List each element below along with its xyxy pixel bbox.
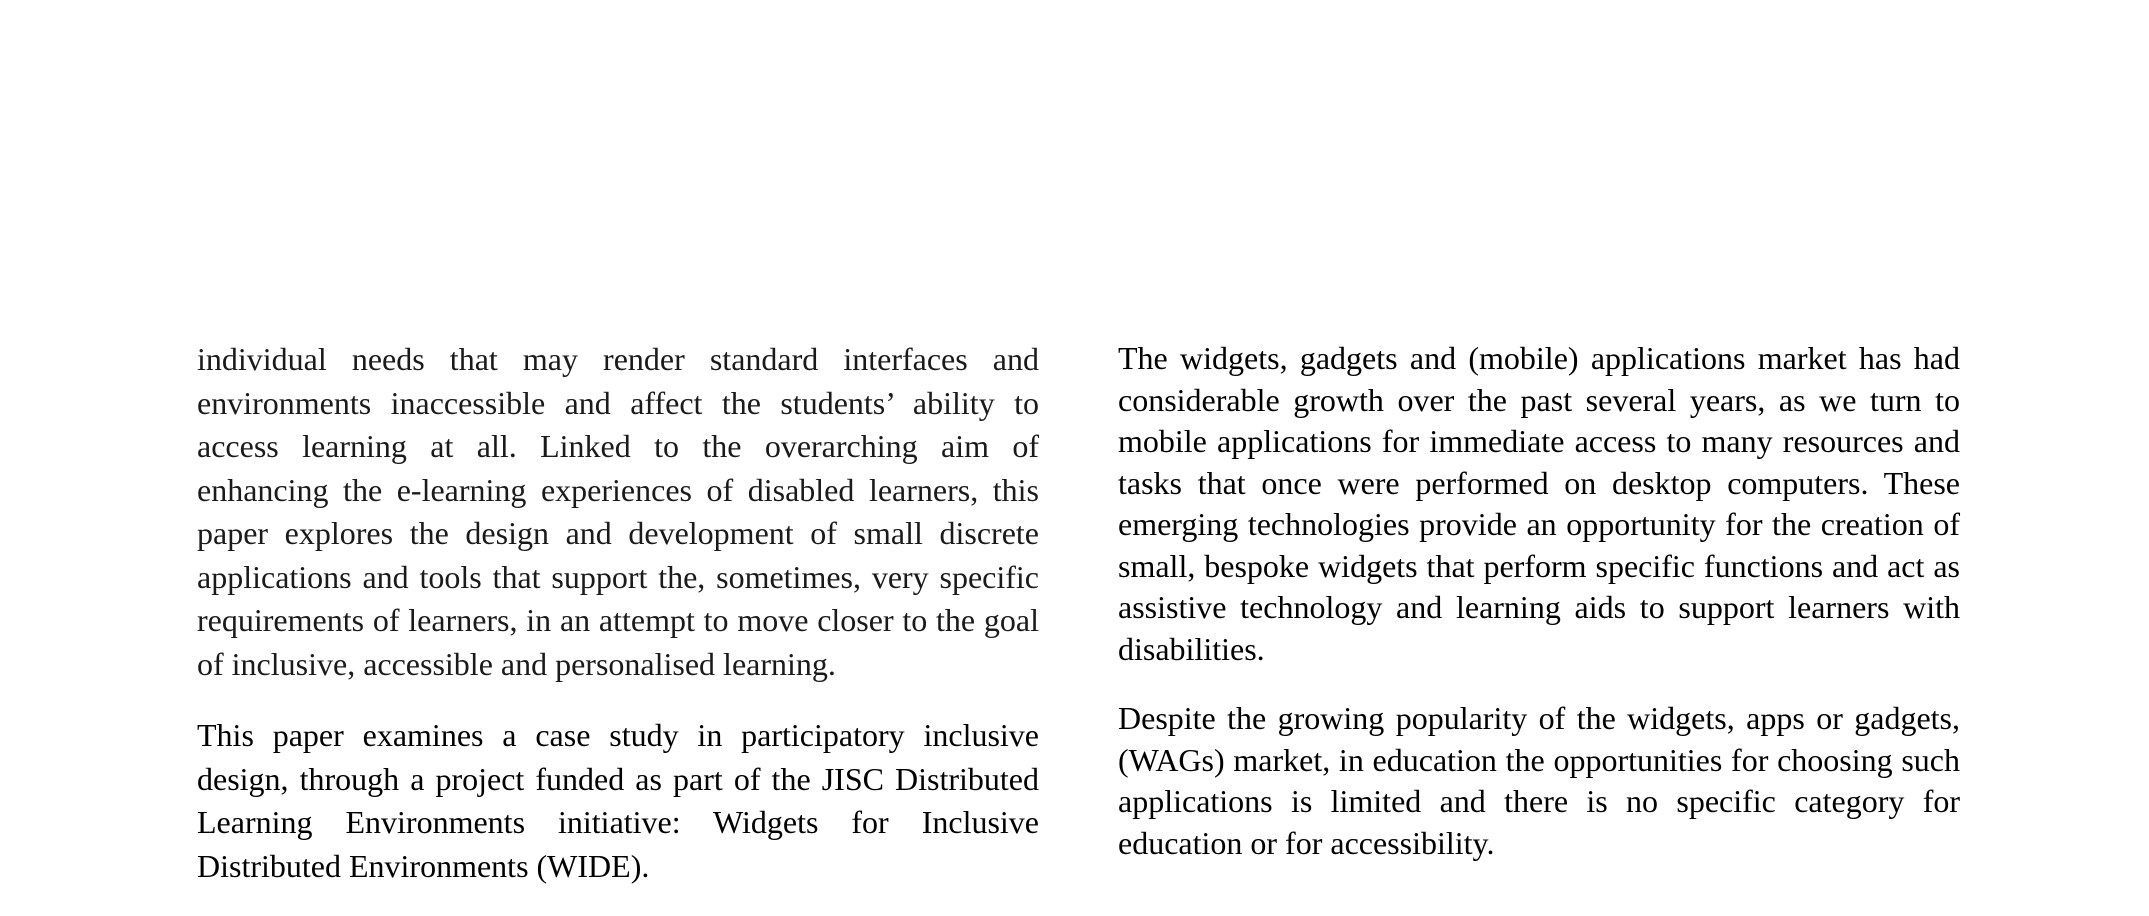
right-column [1118, 338, 1960, 892]
right-paragraph-1: The widgets, gadgets and (mobile) applications market has had considerable growth over the past several years, as we turn to mobile applications for immediate access to many resources and tasks that once were performed on desktop computers. These emerging technologies provide an opportunity for the creation of small, bespoke widgets that perform specific functions and act as assistive technology and learning aids to support learners with disabilities. [1118, 340, 1960, 667]
left-paragraph-1: individual needs that may render standard interfaces and environments inaccessible and affect the students’ ability to access learning at all. Linked to the overarching aim of enhancing the e-learning experiences of disabled learners, this paper explores the design and development of small discrete applications and tools that support the, sometimes, very specific requirements of learners, in an attempt to move closer to the goal of inclusive, accessible and personalised learning. [197, 341, 1039, 682]
right-paragraph-2: Despite the growing popularity of the widgets, apps or gadgets, (WAGs) market, in education the opportunities for choosing such applications is limited and there is no specific category for education or for accessibility. [1118, 700, 1960, 861]
left-paragraph-2: This paper examines a case study in participatory inclusive design, through a project funded as part of the JISC Distributed Learning Environments initiative: Widgets for Inclusive Distributed Environments (WIDE). [197, 717, 1039, 884]
left-column [197, 338, 1039, 916]
